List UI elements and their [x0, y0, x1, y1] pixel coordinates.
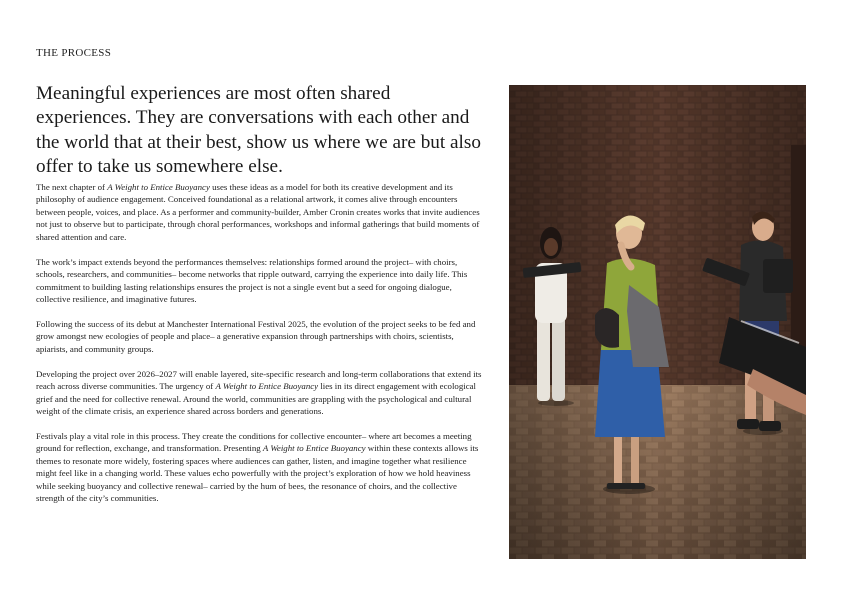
performance-photo	[509, 85, 806, 559]
paragraph-3: Following the success of its debut at Manchester International Festival 2025, the evolution of the project seeks to be fed and grow amongst new ecologies of people and place– a generative expansion through partnerships with choirs, scientists, apiarists, and community groups.	[36, 318, 476, 354]
paragraph-5	[36, 430, 484, 505]
headline: Meaningful experiences are most often shared experiences. They are conversations with each other and the world that at their best, show us where we are but also offer to take us somewhere else.	[36, 83, 481, 177]
paragraph-4	[36, 368, 484, 418]
paragraph-4-text-c: lies in its direct engagement with ecological grief and the need for collective renewal. Around the world, communities are grappling with the psychological and cultural weight of the climate crisis, an experience shared across borders and generations.	[36, 381, 477, 416]
paragraph-1-title: A Weight to Entice Buoyancy	[107, 182, 210, 192]
paragraph-4-title: A Weight to Entice Buoyancy	[215, 381, 319, 392]
section-label: THE PROCESS	[36, 47, 112, 59]
paragraph-1-text-a: The next chapter of	[36, 182, 108, 192]
performance-photo-illustration	[509, 85, 806, 559]
paragraph-2: The work’s impact extends beyond the performances themselves: relationships formed around the project– with choirs, schools, researchers, and communities– become networks that ripple outward, carrying the experience into daily life. This commitment to building lasting relationships ensures the project is not a single event but a seed for ongoing dialogue, collective resilience, and imaginative futures.	[36, 256, 468, 305]
paragraph-4-text-a: Developing the project over 2026–2027 will enable layered, site-specific research and long-term collaborations that extend its reach across diverse communities. The urgency of	[36, 368, 482, 392]
paragraph-5-text-a: Festivals play a vital role in this process. They create the conditions for collective encounter– where art becomes a meeting ground for reflection, exchange, and transformation. Presenting	[36, 430, 472, 454]
paragraph-1-text-c: uses these ideas as a model for both its creative development and its philosophy of audience engagement. Conceived foundational as a relational artwork, it comes alive through encounters between people, voices, and place. As a performer and community-builder, Amber Cronin creates works that invite audiences not just to observe but to participate, through choral performances, workshops and informal gatherings that build moments of shared attention and care.	[36, 182, 480, 242]
paragraph-5-title: A Weight to Entice Buoyancy	[262, 443, 366, 454]
body-text	[36, 181, 484, 517]
paragraph-1	[36, 181, 484, 243]
paragraph-5-text-c: within these contexts allows its themes to resonate more widely, fostering spaces where audiences can gather, listen, and imagine together what resilience might feel like in a changing world. These values echo powerfully with the project’s exploration of how we hold heaviness while seeking buoyancy and collective renewal– carried by the hum of bees, the resonance of choirs, and the collective strength of the city’s communities.	[36, 443, 479, 504]
